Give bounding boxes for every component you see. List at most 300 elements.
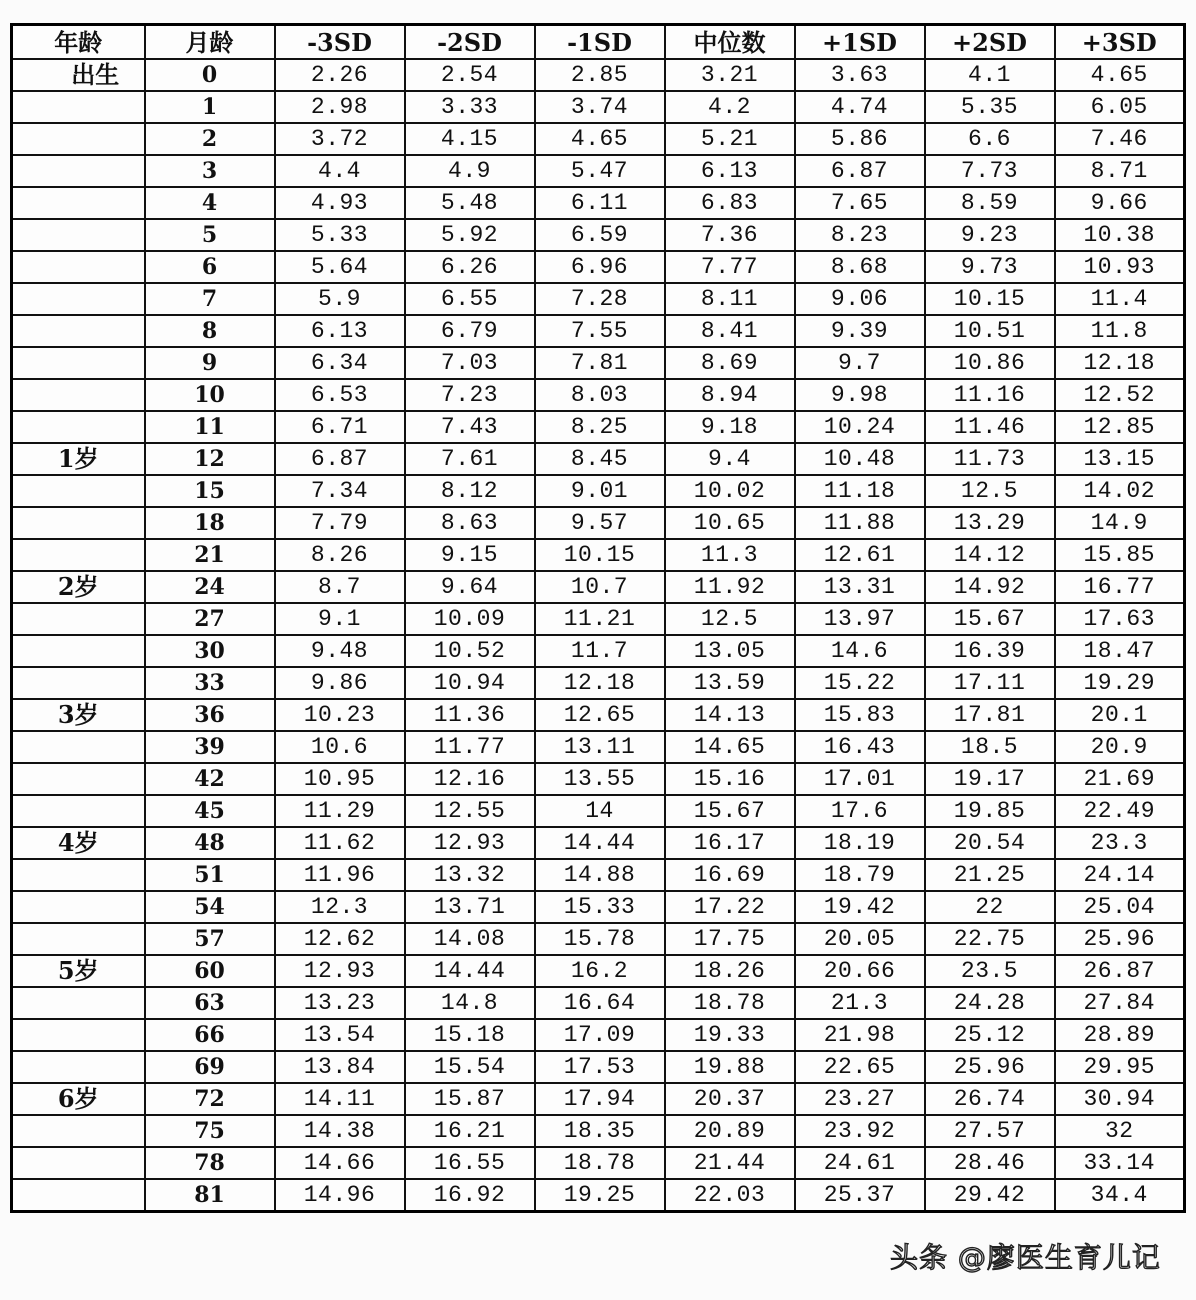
plus-1sd-value-cell: 8.23	[795, 219, 925, 251]
minus-3sd-value-cell: 6.71	[275, 411, 405, 443]
table-row	[12, 347, 1185, 379]
age-year-cell	[12, 603, 145, 635]
minus-1sd-value-cell: 7.81	[535, 347, 665, 379]
plus-3sd-value-cell: 11.8	[1055, 315, 1185, 347]
plus-1sd-value-cell: 10.24	[795, 411, 925, 443]
minus-1sd-value-cell: 3.74	[535, 91, 665, 123]
age-month-cell: 81	[145, 1179, 275, 1212]
minus-1sd-value-cell: 6.96	[535, 251, 665, 283]
plus-1sd-value-cell: 13.97	[795, 603, 925, 635]
plus-3sd-value-cell: 24.14	[1055, 859, 1185, 891]
table-row	[12, 59, 1185, 91]
age-year-cell	[12, 91, 145, 123]
age-year-cell	[12, 731, 145, 763]
plus-2sd-value-cell: 29.42	[925, 1179, 1055, 1212]
plus-2sd-value-cell: 11.46	[925, 411, 1055, 443]
median-value-cell: 10.65	[665, 507, 795, 539]
minus-2sd-value-cell: 16.55	[405, 1147, 535, 1179]
age-month-cell: 66	[145, 1019, 275, 1051]
table-row	[12, 283, 1185, 315]
minus-3sd-value-cell: 6.34	[275, 347, 405, 379]
age-year-cell	[12, 1019, 145, 1051]
minus-3sd-value-cell: 13.54	[275, 1019, 405, 1051]
minus-2sd-value-cell: 16.21	[405, 1115, 535, 1147]
age-month-cell: 8	[145, 315, 275, 347]
age-month-cell: 21	[145, 539, 275, 571]
plus-1sd-value-cell: 17.01	[795, 763, 925, 795]
plus-3sd-value-cell: 25.96	[1055, 923, 1185, 955]
minus-2sd-value-cell: 8.63	[405, 507, 535, 539]
age-year-cell	[12, 347, 145, 379]
median-value-cell: 5.21	[665, 123, 795, 155]
plus-2sd-value-cell: 16.39	[925, 635, 1055, 667]
table-row	[12, 1115, 1185, 1147]
minus-3sd-value-cell: 8.7	[275, 571, 405, 603]
minus-1sd-value-cell: 16.2	[535, 955, 665, 987]
minus-1sd-value-cell: 17.94	[535, 1083, 665, 1115]
age-month-cell: 45	[145, 795, 275, 827]
plus-3sd-value-cell: 21.69	[1055, 763, 1185, 795]
table-row	[12, 987, 1185, 1019]
header-row	[12, 25, 1185, 60]
plus-3sd-value-cell: 6.05	[1055, 91, 1185, 123]
age-year-cell	[12, 411, 145, 443]
median-value-cell: 3.21	[665, 59, 795, 91]
minus-1sd-value-cell: 8.03	[535, 379, 665, 411]
table-row	[12, 731, 1185, 763]
plus-3sd-value-cell: 23.3	[1055, 827, 1185, 859]
median-value-cell: 8.69	[665, 347, 795, 379]
minus-2sd-value-cell: 7.43	[405, 411, 535, 443]
median-value-cell: 12.5	[665, 603, 795, 635]
minus-2sd-value-cell: 15.54	[405, 1051, 535, 1083]
minus-2sd-value-cell: 10.52	[405, 635, 535, 667]
minus-3sd-value-cell: 5.33	[275, 219, 405, 251]
age-year-cell	[12, 251, 145, 283]
plus-3sd-value-cell: 8.71	[1055, 155, 1185, 187]
minus-2sd-value-cell: 14.8	[405, 987, 535, 1019]
minus-3sd-value-cell: 13.23	[275, 987, 405, 1019]
minus-2sd-value-cell: 6.26	[405, 251, 535, 283]
age-month-cell: 54	[145, 891, 275, 923]
median-value-cell: 11.92	[665, 571, 795, 603]
plus-1sd-value-cell: 16.43	[795, 731, 925, 763]
minus-1sd-value-cell: 15.33	[535, 891, 665, 923]
median-value-cell: 8.94	[665, 379, 795, 411]
age-month-cell: 24	[145, 571, 275, 603]
minus-1sd-value-cell: 17.09	[535, 1019, 665, 1051]
minus-2sd-value-cell: 4.15	[405, 123, 535, 155]
plus-1sd-value-cell: 23.27	[795, 1083, 925, 1115]
plus-2sd-value-cell: 15.67	[925, 603, 1055, 635]
table-row	[12, 571, 1185, 603]
age-year-cell	[12, 539, 145, 571]
plus-1sd-value-cell: 18.19	[795, 827, 925, 859]
minus-3sd-value-cell: 11.96	[275, 859, 405, 891]
minus-2sd-value-cell: 16.92	[405, 1179, 535, 1212]
minus-1sd-value-cell: 6.11	[535, 187, 665, 219]
plus-2sd-value-cell: 13.29	[925, 507, 1055, 539]
minus-1sd-value-cell: 4.65	[535, 123, 665, 155]
header-age-month: 月龄	[145, 25, 275, 60]
plus-2sd-value-cell: 9.23	[925, 219, 1055, 251]
minus-2sd-value-cell: 7.61	[405, 443, 535, 475]
plus-2sd-value-cell: 23.5	[925, 955, 1055, 987]
minus-2sd-value-cell: 15.87	[405, 1083, 535, 1115]
minus-1sd-value-cell: 9.01	[535, 475, 665, 507]
plus-1sd-value-cell: 14.6	[795, 635, 925, 667]
age-year-cell	[12, 1115, 145, 1147]
median-value-cell: 20.37	[665, 1083, 795, 1115]
median-value-cell: 17.75	[665, 923, 795, 955]
age-month-cell: 7	[145, 283, 275, 315]
median-value-cell: 19.88	[665, 1051, 795, 1083]
median-value-cell: 22.03	[665, 1179, 795, 1212]
age-month-cell: 9	[145, 347, 275, 379]
table-row	[12, 315, 1185, 347]
plus-3sd-value-cell: 12.52	[1055, 379, 1185, 411]
minus-1sd-value-cell: 10.7	[535, 571, 665, 603]
plus-3sd-value-cell: 32	[1055, 1115, 1185, 1147]
minus-3sd-value-cell: 3.72	[275, 123, 405, 155]
median-value-cell: 15.16	[665, 763, 795, 795]
age-month-cell: 1	[145, 91, 275, 123]
plus-2sd-value-cell: 11.16	[925, 379, 1055, 411]
age-month-cell: 60	[145, 955, 275, 987]
age-year-cell	[12, 987, 145, 1019]
plus-3sd-value-cell: 25.04	[1055, 891, 1185, 923]
header-median: 中位数	[665, 25, 795, 60]
median-value-cell: 13.59	[665, 667, 795, 699]
median-value-cell: 21.44	[665, 1147, 795, 1179]
plus-3sd-value-cell: 7.46	[1055, 123, 1185, 155]
plus-3sd-value-cell: 22.49	[1055, 795, 1185, 827]
plus-2sd-value-cell: 26.74	[925, 1083, 1055, 1115]
plus-2sd-value-cell: 17.81	[925, 699, 1055, 731]
table-row	[12, 411, 1185, 443]
plus-2sd-value-cell: 22.75	[925, 923, 1055, 955]
plus-1sd-value-cell: 25.37	[795, 1179, 925, 1212]
minus-3sd-value-cell: 13.84	[275, 1051, 405, 1083]
age-month-cell: 39	[145, 731, 275, 763]
table-row	[12, 1147, 1185, 1179]
minus-3sd-value-cell: 5.64	[275, 251, 405, 283]
age-year-cell	[12, 379, 145, 411]
table-row	[12, 891, 1185, 923]
minus-2sd-value-cell: 2.54	[405, 59, 535, 91]
age-month-cell: 30	[145, 635, 275, 667]
minus-2sd-value-cell: 12.55	[405, 795, 535, 827]
plus-3sd-value-cell: 11.4	[1055, 283, 1185, 315]
median-value-cell: 18.26	[665, 955, 795, 987]
minus-1sd-value-cell: 18.78	[535, 1147, 665, 1179]
minus-1sd-value-cell: 12.65	[535, 699, 665, 731]
minus-1sd-value-cell: 9.57	[535, 507, 665, 539]
minus-3sd-value-cell: 2.98	[275, 91, 405, 123]
plus-2sd-value-cell: 12.5	[925, 475, 1055, 507]
plus-1sd-value-cell: 20.66	[795, 955, 925, 987]
minus-3sd-value-cell: 14.96	[275, 1179, 405, 1212]
table-row	[12, 187, 1185, 219]
plus-2sd-value-cell: 11.73	[925, 443, 1055, 475]
header-plus-2sd: +2SD	[925, 25, 1055, 60]
age-year-cell	[12, 123, 145, 155]
minus-1sd-value-cell: 7.28	[535, 283, 665, 315]
plus-1sd-value-cell: 3.63	[795, 59, 925, 91]
minus-2sd-value-cell: 3.33	[405, 91, 535, 123]
minus-1sd-value-cell: 14.44	[535, 827, 665, 859]
age-month-cell: 5	[145, 219, 275, 251]
age-month-cell: 78	[145, 1147, 275, 1179]
minus-3sd-value-cell: 10.6	[275, 731, 405, 763]
header-age-year: 年龄	[12, 25, 145, 60]
plus-1sd-value-cell: 21.98	[795, 1019, 925, 1051]
table-row	[12, 955, 1185, 987]
age-month-cell: 72	[145, 1083, 275, 1115]
plus-1sd-value-cell: 18.79	[795, 859, 925, 891]
minus-2sd-value-cell: 4.9	[405, 155, 535, 187]
minus-1sd-value-cell: 2.85	[535, 59, 665, 91]
minus-1sd-value-cell: 8.45	[535, 443, 665, 475]
plus-3sd-value-cell: 26.87	[1055, 955, 1185, 987]
plus-2sd-value-cell: 25.96	[925, 1051, 1055, 1083]
minus-3sd-value-cell: 14.11	[275, 1083, 405, 1115]
table-row	[12, 155, 1185, 187]
plus-2sd-value-cell: 14.12	[925, 539, 1055, 571]
table-row	[12, 699, 1185, 731]
plus-2sd-value-cell: 17.11	[925, 667, 1055, 699]
median-value-cell: 18.78	[665, 987, 795, 1019]
age-year-cell	[12, 507, 145, 539]
age-month-cell: 48	[145, 827, 275, 859]
age-month-cell: 42	[145, 763, 275, 795]
header-plus-3sd: +3SD	[1055, 25, 1185, 60]
minus-2sd-value-cell: 10.94	[405, 667, 535, 699]
plus-3sd-value-cell: 10.38	[1055, 219, 1185, 251]
header-minus-2sd: -2SD	[405, 25, 535, 60]
median-value-cell: 19.33	[665, 1019, 795, 1051]
age-month-cell: 27	[145, 603, 275, 635]
plus-3sd-value-cell: 14.9	[1055, 507, 1185, 539]
table-row	[12, 379, 1185, 411]
median-value-cell: 14.13	[665, 699, 795, 731]
minus-3sd-value-cell: 11.29	[275, 795, 405, 827]
plus-2sd-value-cell: 14.92	[925, 571, 1055, 603]
median-value-cell: 17.22	[665, 891, 795, 923]
plus-2sd-value-cell: 10.51	[925, 315, 1055, 347]
age-year-cell	[12, 667, 145, 699]
plus-3sd-value-cell: 9.66	[1055, 187, 1185, 219]
minus-3sd-value-cell: 7.34	[275, 475, 405, 507]
plus-1sd-value-cell: 7.65	[795, 187, 925, 219]
minus-2sd-value-cell: 12.16	[405, 763, 535, 795]
minus-3sd-value-cell: 6.87	[275, 443, 405, 475]
table-row	[12, 763, 1185, 795]
plus-3sd-value-cell: 20.9	[1055, 731, 1185, 763]
age-month-cell: 4	[145, 187, 275, 219]
minus-3sd-value-cell: 8.26	[275, 539, 405, 571]
plus-2sd-value-cell: 20.54	[925, 827, 1055, 859]
age-year-cell	[12, 859, 145, 891]
minus-2sd-value-cell: 7.23	[405, 379, 535, 411]
table-row	[12, 667, 1185, 699]
minus-2sd-value-cell: 14.08	[405, 923, 535, 955]
plus-3sd-value-cell: 18.47	[1055, 635, 1185, 667]
plus-1sd-value-cell: 8.68	[795, 251, 925, 283]
plus-2sd-value-cell: 28.46	[925, 1147, 1055, 1179]
age-month-cell: 2	[145, 123, 275, 155]
table-row	[12, 443, 1185, 475]
age-year-cell	[12, 923, 145, 955]
growth-standard-table-container	[10, 23, 1184, 1213]
minus-3sd-value-cell: 11.62	[275, 827, 405, 859]
plus-1sd-value-cell: 22.65	[795, 1051, 925, 1083]
minus-3sd-value-cell: 2.26	[275, 59, 405, 91]
plus-2sd-value-cell: 22	[925, 891, 1055, 923]
median-value-cell: 9.4	[665, 443, 795, 475]
minus-3sd-value-cell: 12.62	[275, 923, 405, 955]
plus-3sd-value-cell: 33.14	[1055, 1147, 1185, 1179]
plus-1sd-value-cell: 11.18	[795, 475, 925, 507]
minus-3sd-value-cell: 12.93	[275, 955, 405, 987]
plus-1sd-value-cell: 20.05	[795, 923, 925, 955]
age-year-cell	[12, 763, 145, 795]
age-year-cell: 出生	[12, 59, 145, 91]
age-month-cell: 69	[145, 1051, 275, 1083]
age-month-cell: 10	[145, 379, 275, 411]
age-year-cell: 6岁	[12, 1083, 145, 1115]
age-month-cell: 15	[145, 475, 275, 507]
age-month-cell: 18	[145, 507, 275, 539]
median-value-cell: 16.69	[665, 859, 795, 891]
table-row	[12, 603, 1185, 635]
minus-1sd-value-cell: 11.7	[535, 635, 665, 667]
plus-3sd-value-cell: 4.65	[1055, 59, 1185, 91]
minus-1sd-value-cell: 12.18	[535, 667, 665, 699]
plus-1sd-value-cell: 9.98	[795, 379, 925, 411]
minus-2sd-value-cell: 7.03	[405, 347, 535, 379]
age-month-cell: 63	[145, 987, 275, 1019]
minus-1sd-value-cell: 7.55	[535, 315, 665, 347]
age-month-cell: 12	[145, 443, 275, 475]
median-value-cell: 7.77	[665, 251, 795, 283]
age-month-cell: 11	[145, 411, 275, 443]
plus-3sd-value-cell: 12.18	[1055, 347, 1185, 379]
minus-3sd-value-cell: 12.3	[275, 891, 405, 923]
minus-2sd-value-cell: 14.44	[405, 955, 535, 987]
minus-2sd-value-cell: 13.71	[405, 891, 535, 923]
plus-3sd-value-cell: 28.89	[1055, 1019, 1185, 1051]
minus-1sd-value-cell: 13.11	[535, 731, 665, 763]
minus-3sd-value-cell: 5.9	[275, 283, 405, 315]
table-row	[12, 1083, 1185, 1115]
minus-3sd-value-cell: 10.95	[275, 763, 405, 795]
table-row	[12, 219, 1185, 251]
age-month-cell: 51	[145, 859, 275, 891]
plus-1sd-value-cell: 15.22	[795, 667, 925, 699]
minus-3sd-value-cell: 9.1	[275, 603, 405, 635]
age-year-cell	[12, 1051, 145, 1083]
median-value-cell: 8.11	[665, 283, 795, 315]
plus-2sd-value-cell: 25.12	[925, 1019, 1055, 1051]
median-value-cell: 4.2	[665, 91, 795, 123]
minus-2sd-value-cell: 8.12	[405, 475, 535, 507]
minus-2sd-value-cell: 5.92	[405, 219, 535, 251]
minus-3sd-value-cell: 9.48	[275, 635, 405, 667]
plus-1sd-value-cell: 6.87	[795, 155, 925, 187]
minus-1sd-value-cell: 14.88	[535, 859, 665, 891]
median-value-cell: 13.05	[665, 635, 795, 667]
table-row	[12, 1019, 1185, 1051]
plus-3sd-value-cell: 27.84	[1055, 987, 1185, 1019]
median-value-cell: 8.41	[665, 315, 795, 347]
median-value-cell: 20.89	[665, 1115, 795, 1147]
minus-1sd-value-cell: 5.47	[535, 155, 665, 187]
header-minus-3sd: -3SD	[275, 25, 405, 60]
plus-1sd-value-cell: 9.39	[795, 315, 925, 347]
minus-1sd-value-cell: 8.25	[535, 411, 665, 443]
median-value-cell: 10.02	[665, 475, 795, 507]
plus-1sd-value-cell: 13.31	[795, 571, 925, 603]
plus-1sd-value-cell: 23.92	[795, 1115, 925, 1147]
minus-1sd-value-cell: 19.25	[535, 1179, 665, 1212]
minus-1sd-value-cell: 11.21	[535, 603, 665, 635]
minus-3sd-value-cell: 7.79	[275, 507, 405, 539]
weight-growth-standard-table	[10, 23, 1186, 1213]
table-row	[12, 795, 1185, 827]
age-year-cell: 4岁	[12, 827, 145, 859]
age-year-cell	[12, 1147, 145, 1179]
plus-2sd-value-cell: 24.28	[925, 987, 1055, 1019]
plus-1sd-value-cell: 17.6	[795, 795, 925, 827]
plus-1sd-value-cell: 21.3	[795, 987, 925, 1019]
minus-3sd-value-cell: 6.53	[275, 379, 405, 411]
table-row	[12, 923, 1185, 955]
table-row	[12, 539, 1185, 571]
median-value-cell: 6.13	[665, 155, 795, 187]
age-year-cell	[12, 315, 145, 347]
age-year-cell: 3岁	[12, 699, 145, 731]
plus-3sd-value-cell: 19.29	[1055, 667, 1185, 699]
plus-1sd-value-cell: 12.61	[795, 539, 925, 571]
table-row	[12, 1179, 1185, 1212]
age-year-cell: 2岁	[12, 571, 145, 603]
plus-1sd-value-cell: 9.7	[795, 347, 925, 379]
minus-2sd-value-cell: 12.93	[405, 827, 535, 859]
age-month-cell: 33	[145, 667, 275, 699]
plus-1sd-value-cell: 10.48	[795, 443, 925, 475]
minus-2sd-value-cell: 9.64	[405, 571, 535, 603]
age-year-cell	[12, 283, 145, 315]
minus-3sd-value-cell: 14.38	[275, 1115, 405, 1147]
minus-1sd-value-cell: 15.78	[535, 923, 665, 955]
plus-2sd-value-cell: 5.35	[925, 91, 1055, 123]
age-year-cell	[12, 891, 145, 923]
minus-3sd-value-cell: 14.66	[275, 1147, 405, 1179]
minus-2sd-value-cell: 5.48	[405, 187, 535, 219]
minus-3sd-value-cell: 6.13	[275, 315, 405, 347]
plus-1sd-value-cell: 5.86	[795, 123, 925, 155]
age-month-cell: 75	[145, 1115, 275, 1147]
minus-2sd-value-cell: 15.18	[405, 1019, 535, 1051]
plus-3sd-value-cell: 13.15	[1055, 443, 1185, 475]
minus-1sd-value-cell: 16.64	[535, 987, 665, 1019]
age-year-cell	[12, 635, 145, 667]
minus-3sd-value-cell: 9.86	[275, 667, 405, 699]
plus-1sd-value-cell: 11.88	[795, 507, 925, 539]
minus-2sd-value-cell: 11.36	[405, 699, 535, 731]
table-row	[12, 123, 1185, 155]
